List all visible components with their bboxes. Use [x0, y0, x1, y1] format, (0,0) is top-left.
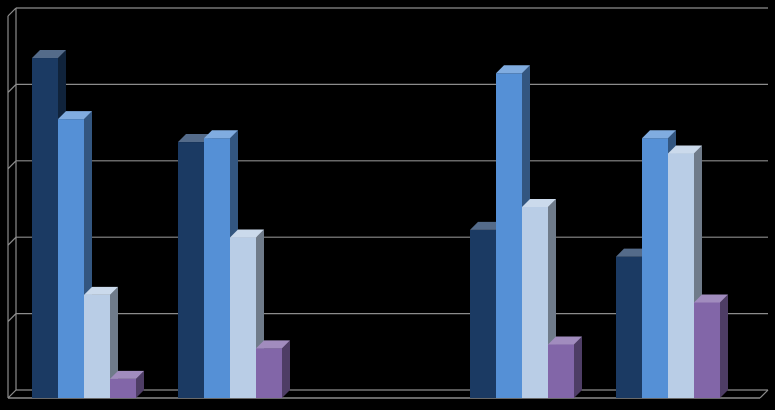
bar — [470, 230, 496, 398]
bar — [204, 138, 230, 398]
bar — [230, 238, 256, 398]
side-wall-gridline — [8, 84, 16, 92]
bar-side — [282, 340, 290, 398]
side-wall-gridline — [8, 314, 16, 322]
bar — [694, 303, 720, 399]
side-wall-gridline — [8, 237, 16, 245]
bar — [58, 119, 84, 398]
side-wall-gridline — [8, 161, 16, 169]
side-wall-gridline — [8, 8, 16, 16]
bar — [548, 345, 574, 398]
bar — [110, 379, 136, 398]
side-wall-gridline — [8, 390, 16, 398]
bar — [84, 295, 110, 398]
floor-right-edge — [760, 390, 768, 398]
bar — [256, 348, 282, 398]
bar-side — [574, 337, 582, 398]
bar — [642, 138, 668, 398]
bar-layer — [32, 50, 728, 398]
bar-side — [720, 295, 728, 399]
bar — [496, 73, 522, 398]
bar — [178, 142, 204, 398]
bar — [668, 154, 694, 398]
bar — [522, 207, 548, 398]
bar — [32, 58, 58, 398]
bar — [616, 257, 642, 398]
